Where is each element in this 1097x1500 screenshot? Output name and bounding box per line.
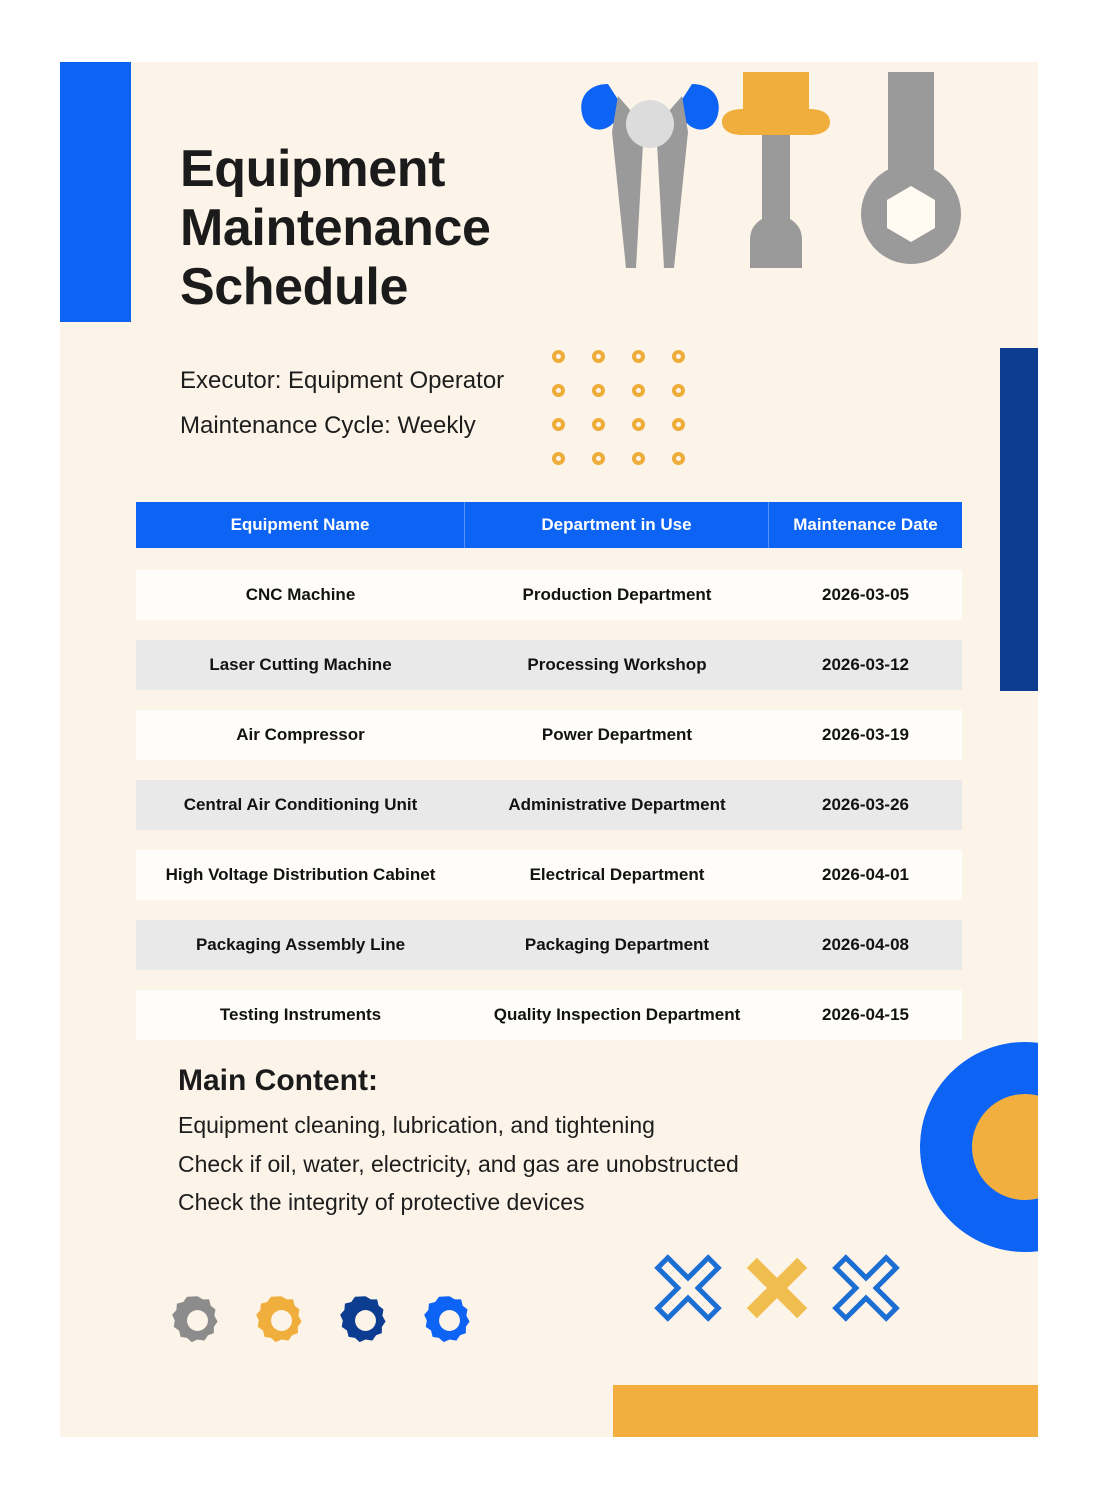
dot-ring-icon xyxy=(632,384,645,397)
cell-maintenance-date: 2026-04-08 xyxy=(822,935,909,954)
gear-icon xyxy=(254,1293,309,1348)
decor-cross-row xyxy=(652,1252,902,1324)
cell-department: Electrical Department xyxy=(529,865,705,884)
cell-department: Production Department xyxy=(522,585,712,604)
table-row xyxy=(136,570,962,620)
decor-bar-left-blue xyxy=(60,62,131,322)
cell-equipment-name: Packaging Assembly Line xyxy=(195,935,406,954)
maintenance-schedule-table xyxy=(136,502,962,1060)
dot-ring-icon xyxy=(552,418,565,431)
main-content-section xyxy=(178,1064,878,1226)
decor-bar-right-navy xyxy=(1000,348,1038,691)
table-header-row xyxy=(136,502,962,548)
gear-icon xyxy=(170,1293,225,1348)
cross-icon xyxy=(652,1252,724,1324)
cell-maintenance-date: 2026-04-01 xyxy=(822,865,909,884)
dot-ring-icon xyxy=(672,452,685,465)
pliers-icon xyxy=(581,84,719,268)
main-content-item: Check the integrity of protective devices xyxy=(178,1189,585,1216)
dot-ring-icon xyxy=(552,452,565,465)
cell-department: Quality Inspection Department xyxy=(493,1005,741,1024)
table-row xyxy=(136,780,962,830)
tool-illustrations xyxy=(540,62,980,292)
table-row xyxy=(136,710,962,760)
dot-ring-icon xyxy=(552,384,565,397)
decor-bar-bottom-orange xyxy=(613,1385,1038,1437)
table-row xyxy=(136,640,962,690)
dot-ring-icon xyxy=(592,452,605,465)
cell-equipment-name: CNC Machine xyxy=(245,585,356,604)
decor-circle-right xyxy=(920,1042,1038,1252)
table-body xyxy=(136,570,962,1040)
title-line-3: Schedule xyxy=(180,257,408,316)
page-title xyxy=(180,140,580,316)
column-header-equipment-name: Equipment Name xyxy=(136,502,465,548)
dot-ring-icon xyxy=(632,452,645,465)
table-row xyxy=(136,920,962,970)
maintenance-cycle-label: Maintenance Cycle: Weekly xyxy=(180,411,476,439)
decor-gear-row xyxy=(170,1293,477,1348)
executor-label: Executor: Equipment Operator xyxy=(180,367,505,394)
dot-ring-icon xyxy=(632,418,645,431)
cell-maintenance-date: 2026-03-12 xyxy=(822,655,909,674)
column-header-department: Department in Use xyxy=(465,502,769,548)
cell-maintenance-date: 2026-04-15 xyxy=(822,1005,909,1024)
dot-ring-icon xyxy=(632,350,645,363)
cell-equipment-name: Laser Cutting Machine xyxy=(209,655,392,674)
table-row xyxy=(136,990,962,1040)
main-content-heading: Main Content: xyxy=(178,1064,378,1097)
decor-dot-grid xyxy=(552,340,712,475)
main-content-item: Equipment cleaning, lubrication, and tightening xyxy=(178,1112,655,1138)
cross-icon xyxy=(741,1252,813,1324)
poster-page xyxy=(60,62,1038,1437)
cell-maintenance-date: 2026-03-26 xyxy=(822,795,909,814)
title-line-1: Equipment xyxy=(180,140,446,198)
wrench-icon xyxy=(861,72,961,264)
screwdriver-icon xyxy=(722,72,830,268)
title-line-2: Maintenance xyxy=(180,198,491,257)
cell-maintenance-date: 2026-03-05 xyxy=(822,585,909,604)
dot-ring-icon xyxy=(672,384,685,397)
dot-ring-icon xyxy=(592,350,605,363)
dot-ring-icon xyxy=(592,418,605,431)
dot-ring-icon xyxy=(672,350,685,363)
cell-department: Packaging Department xyxy=(524,935,710,954)
cell-equipment-name: Testing Instruments xyxy=(219,1005,382,1024)
cell-equipment-name: High Voltage Distribution Cabinet xyxy=(165,865,436,884)
cross-icon xyxy=(830,1252,902,1324)
dot-ring-icon xyxy=(592,384,605,397)
dot-ring-icon xyxy=(552,350,565,363)
gear-icon xyxy=(338,1293,393,1348)
column-header-maintenance-date: Maintenance Date xyxy=(793,515,938,534)
gear-icon xyxy=(422,1293,477,1348)
cell-equipment-name: Central Air Conditioning Unit xyxy=(183,795,418,814)
main-content-item: Check if oil, water, electricity, and gas are unobstructed xyxy=(178,1150,739,1177)
dot-ring-icon xyxy=(672,418,685,431)
cell-department: Processing Workshop xyxy=(527,655,707,674)
table-row xyxy=(136,850,962,900)
cell-equipment-name: Air Compressor xyxy=(236,725,365,744)
cell-department: Power Department xyxy=(541,725,693,744)
cell-department: Administrative Department xyxy=(508,795,726,814)
cell-maintenance-date: 2026-03-19 xyxy=(822,725,909,744)
